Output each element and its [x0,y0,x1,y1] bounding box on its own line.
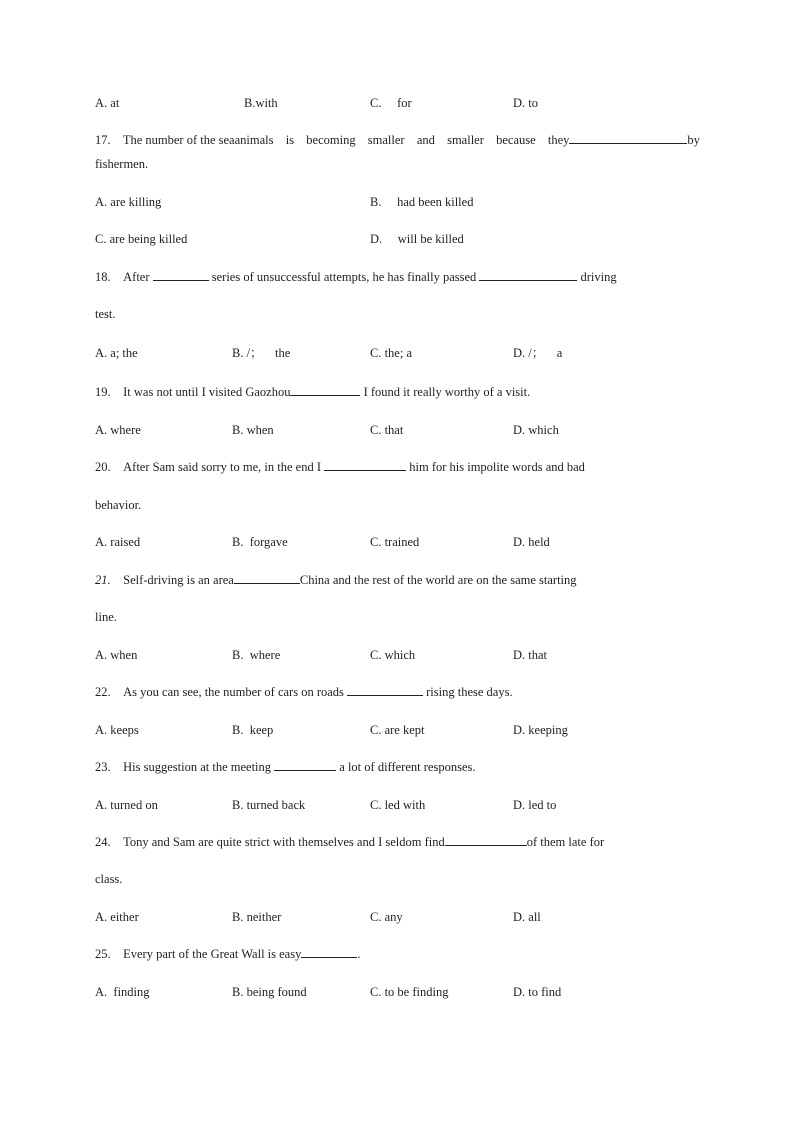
q24-option-b: B. neither [232,910,282,924]
q17-word: and [416,133,435,147]
q21-line2: line. [95,610,117,624]
q25-after: . [357,947,361,961]
q24-line2: class. [95,872,123,886]
q22-before: 22. As you can see, the number of cars on roads [95,685,344,699]
q20-line2: behavior. [95,498,142,512]
q20-option-d: D. held [513,535,550,549]
q25-before: 25. Every part of the Great Wall is easy [95,947,302,961]
q24-before: 24. Tony and Sam are quite strict with themselves and I seldom find [95,835,445,849]
answer-blank[interactable] [479,269,577,281]
q20-option-a: A. raised [95,535,141,549]
q16-option-b: B.with [244,96,278,110]
q24-option-c: C. any [370,910,403,924]
q23-before: 23. His suggestion at the meeting [95,760,272,774]
q19-option-d: D. which [513,423,559,437]
q25-option-a: A. finding [95,985,150,999]
q23-option-a: A. turned on [95,798,158,812]
answer-blank[interactable] [569,132,687,144]
q21-option-c: C. which [370,648,416,662]
q21-before: Self-driving is an area [123,573,234,587]
q18-after: driving [580,270,617,284]
q22-option-c: C. are kept [370,723,425,737]
q17-option-d: D. will be killed [370,232,464,246]
answer-blank[interactable] [301,946,357,958]
q17-word: because [496,133,536,147]
q20-option-b: B. forgave [232,535,288,549]
q17-word: they [547,133,570,147]
q16-option-c: C. for [370,96,412,110]
q19-option-a: A. where [95,423,141,437]
q18-middle: series of unsuccessful attempts, he has finally passed [211,270,477,284]
q25-option-c: C. to be finding [370,985,449,999]
q19-after: I found it really worthy of a visit. [363,385,531,399]
q23-option-b: B. turned back [232,798,306,812]
q17-after-blank: by [687,133,700,147]
answer-blank[interactable] [347,684,423,696]
q22-option-d: D. keeping [513,723,568,737]
q17-question [95,132,700,172]
answer-blank[interactable] [445,834,527,846]
q22-option-a: A. keeps [95,723,139,737]
q17-word: The number of the seaanimals [122,133,274,147]
answer-blank[interactable] [290,384,360,396]
q16-option-a: A. at [95,96,120,110]
answer-blank[interactable] [274,759,336,771]
q25-option-d: D. to find [513,985,562,999]
q16-option-d: D. to [513,96,538,110]
q18-question [95,269,617,285]
q17-number: 17. [95,133,111,147]
q23-after: a lot of different responses. [339,760,476,774]
q21-option-b: B. where [232,648,281,662]
q18-option-b: B. /； the [232,346,291,360]
q22-option-b: B. keep [232,723,274,737]
q18-before: 18. After [95,270,150,284]
q20-after: him for his impolite words and bad [409,460,585,474]
answer-blank[interactable] [153,269,209,281]
q21-question [95,572,577,588]
q20-before: 20. After Sam said sorry to me, in the end I [95,460,321,474]
q17-word: smaller [367,133,405,147]
q22-after: rising these days. [426,685,513,699]
q22-question [95,684,513,700]
q24-option-a: A. either [95,910,139,924]
q23-option-d: D. led to [513,798,557,812]
q20-question [95,459,585,475]
q17-option-a: A. are killing [95,195,162,209]
q25-question [95,946,360,962]
q24-after: of them late for [526,835,605,849]
q18-option-d: D. /； a [513,346,563,360]
q17-word: is [285,133,295,147]
q18-option-c: C. the; a [370,346,413,360]
q21-option-d: D. that [513,648,548,662]
q19-before: 19. It was not until I visited Gaozhou [95,385,291,399]
q25-option-b: B. being found [232,985,307,999]
q20-option-c: C. trained [370,535,420,549]
answer-blank[interactable] [234,572,300,584]
q17-word: becoming [306,133,356,147]
q21-after: China and the rest of the world are on the same starting [299,573,577,587]
q18-line2: test. [95,307,116,321]
q23-question [95,759,475,775]
q17-word: smaller [447,133,484,147]
q21-option-a: A. when [95,648,138,662]
q19-option-b: B. when [232,423,274,437]
q18-option-a: A. a; the [95,346,138,360]
answer-blank[interactable] [324,459,406,471]
q17-option-b: B. had been killed [370,195,474,209]
q17-option-c: C. are being killed [95,232,188,246]
q24-question [95,834,604,850]
q19-question [95,384,530,400]
q17-line2: fishermen. [95,157,149,171]
q21-number: 21. [95,573,111,587]
q23-option-c: C. led with [370,798,426,812]
q19-option-c: C. that [370,423,404,437]
q24-option-d: D. all [513,910,541,924]
